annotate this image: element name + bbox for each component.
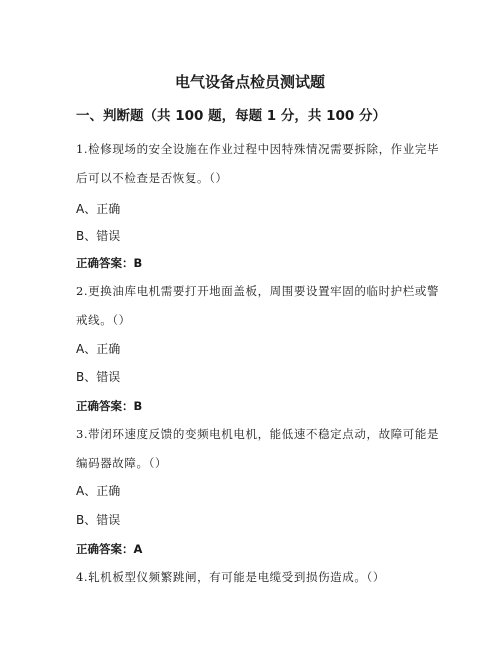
question-2-answer: 正确答案：B: [76, 399, 143, 413]
question-1-option-a: A、正确: [76, 202, 121, 216]
question-2-option-b: B、错误: [76, 370, 121, 384]
question-3-option-b: B、错误: [76, 513, 121, 527]
question-4-text-line-1: 4.轧机板型仪频繁跳闸，有可能是电缆受到损伤造成。（）: [76, 570, 385, 584]
question-3-option-a: A、正确: [76, 484, 121, 498]
question-3-answer: 正确答案：A: [76, 542, 143, 556]
question-1-text-line-2: 后可以不检查是否恢复。（）: [76, 171, 228, 185]
document-title: 电气设备点检员测试题: [174, 73, 325, 91]
question-1-option-b: B、错误: [76, 229, 121, 243]
question-3-text-line-2: 编码器故障。（）: [76, 456, 168, 470]
question-1-answer: 正确答案：B: [76, 256, 143, 270]
question-1-text-line-1: 1.检修现场的安全设施在作业过程中因特殊情况需要拆除，作业完毕: [76, 142, 440, 156]
section-heading: 一、判断题（共 100 题，每题 1 分，共 100 分）: [76, 108, 386, 124]
question-2-text-line-1: 2.更换油库电机需要打开地面盖板，周围要设置牢固的临时护栏或警: [76, 284, 440, 298]
question-2-text-line-2: 戒线。（）: [76, 313, 131, 327]
question-3-text-line-1: 3.带闭环速度反馈的变频电机电机，能低速不稳定点动，故障可能是: [76, 427, 440, 441]
question-2-option-a: A、正确: [76, 342, 121, 356]
